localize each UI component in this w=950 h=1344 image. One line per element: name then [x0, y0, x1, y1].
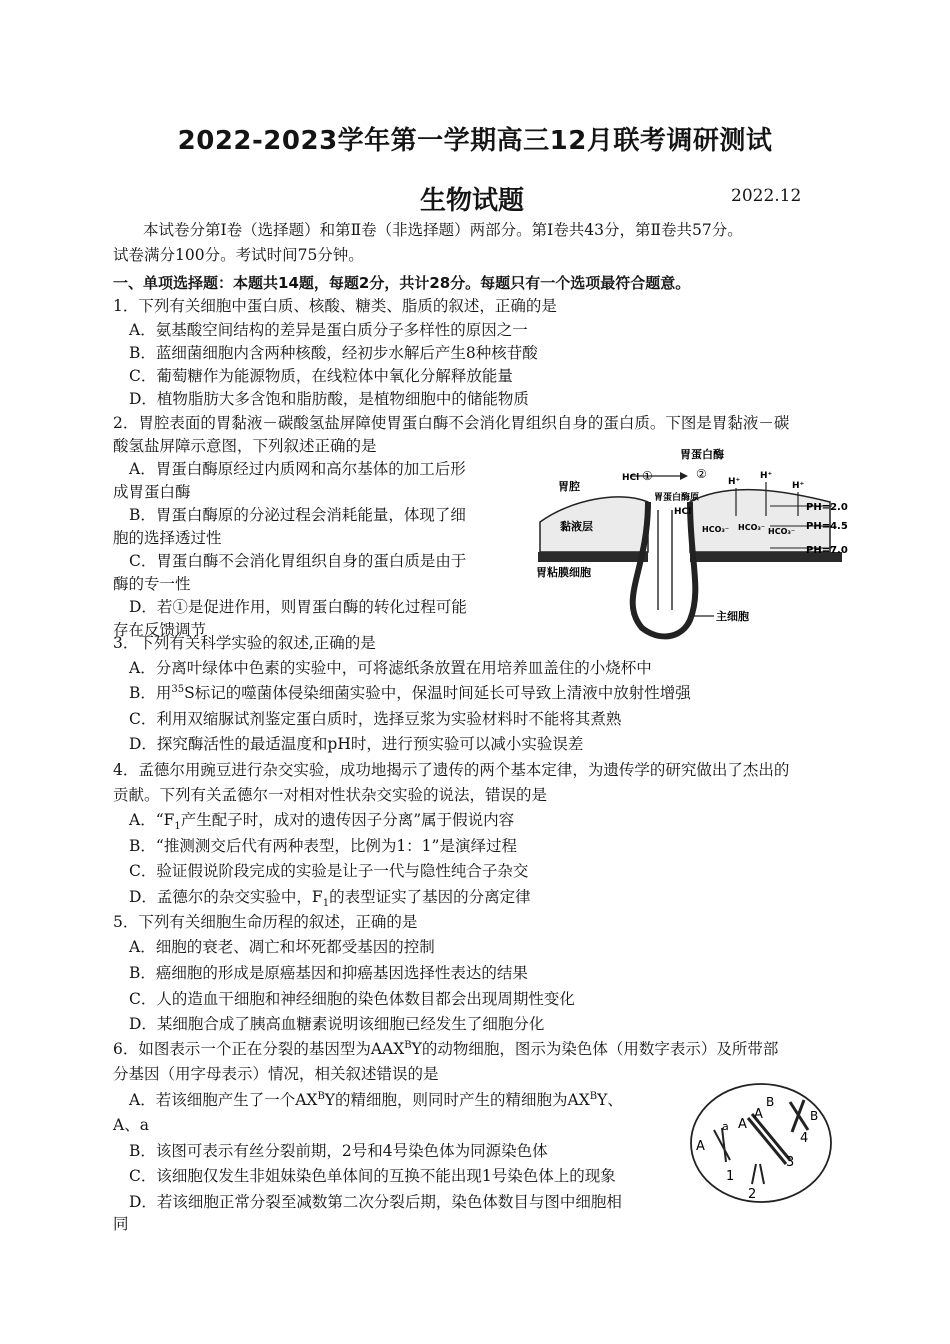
q3-option-d: D．探究酶活性的最适温度和pH时，进行预实验可以减小实验误差	[129, 735, 584, 753]
q4-option-a: A．“$F_1$产生配子时，成对的遗传因子分离”属于假说内容	[129, 811, 515, 833]
gene-label-lower-a: a	[722, 1120, 729, 1133]
q2-option-c-1: C．胃蛋白酶不会消化胃组织自身的蛋白质是由于	[129, 552, 467, 570]
q2-option-a-1: A．胃蛋白酶原经过内质网和高尔基体的加工后形	[129, 460, 466, 478]
label-mucus: 黏液层	[560, 520, 593, 533]
chromosome-number-4: 4	[800, 1131, 809, 1146]
hcl-arrowhead	[680, 472, 688, 480]
label-hplus-3: H⁺	[792, 481, 805, 491]
intro-line-1: 本试卷分第Ⅰ卷（选择题）和第Ⅱ卷（非选择题）两部分。第Ⅰ卷共43分，第Ⅱ卷共57分。	[143, 221, 743, 239]
q6-stem-2: 分基因（用字母表示）情况，相关叙述错误的是	[113, 1065, 439, 1083]
gene-label-b2: B	[810, 1109, 819, 1123]
chromosome-2	[752, 1164, 764, 1184]
label-lumen: 胃腔	[558, 480, 580, 493]
label-hcl-gland: HCl	[674, 507, 692, 517]
q3-option-b: B．用$^{35}$S标记的噬菌体侵染细菌实验中，保温时间延长可导致上清液中放射性增强	[129, 683, 691, 702]
chromosome-number-3: 3	[786, 1155, 795, 1170]
label-pepsinogen: 胃蛋白酶原	[654, 493, 700, 503]
exam-title: 2022-2023学年第一学期高三12月联考调研测试	[177, 126, 773, 156]
label-hco3-3: HCO₃⁻	[768, 527, 796, 536]
q4-option-b: B．“推测测交后代有两种表型，比例为1：1”是演绎过程	[129, 837, 517, 855]
exam-date: 2022.12	[731, 186, 802, 206]
gene-label-b1: B	[766, 1095, 775, 1109]
label-enzyme: 胃蛋白酶	[680, 448, 724, 461]
q5-stem: 5．下列有关细胞生命历程的叙述，正确的是	[113, 913, 418, 931]
q2-stem-2: 酸氢盐屏障示意图，下列叙述正确的是	[113, 437, 377, 455]
q6-stem-1: 6．如图表示一个正在分裂的基因型为$AAX^BY$的动物细胞，图示为染色体（用数字表示）及所带部	[113, 1039, 779, 1058]
q2-option-d-1: D．若①是促进作用，则胃蛋白酶的转化过程可能	[129, 598, 467, 616]
q1-option-b: B．蓝细菌细胞内含两种核酸，经初步水解后产生8种核苷酸	[129, 344, 538, 362]
gene-label-a1: A	[696, 1139, 705, 1154]
label-hco3-2: HCO₃⁻	[738, 523, 766, 532]
q6-option-a-cont: A、a	[113, 1116, 149, 1134]
q4-stem-2: 贡献。下列有关孟德尔一对相对性状杂交实验的说法，错误的是	[113, 786, 548, 804]
label-hplus-1: H⁺	[728, 477, 741, 487]
q3-stem: 3．下列有关科学实验的叙述,正确的是	[113, 634, 376, 652]
label-mucosa: 胃粘膜细胞	[536, 566, 591, 579]
chromosome-4	[790, 1100, 808, 1132]
q6-option-a: A．若该细胞产生了一个$AX^BY$的精细胞，则同时产生的精细胞为$AX^BY$、	[129, 1090, 623, 1109]
q1-stem: 1．下列有关细胞中蛋白质、核酸、糖类、脂质的叙述，正确的是	[113, 297, 557, 315]
label-circle-2: ②	[696, 467, 707, 481]
q2-option-a-2: 成胃蛋白酶	[113, 483, 191, 501]
label-ph-3: PH=7.0	[806, 545, 848, 556]
cell-membrane	[691, 1084, 831, 1202]
q2-stem-1: 2．胃腔表面的胃黏液－碳酸氢盐屏障使胃蛋白酶不会消化胃组织自身的蛋白质。下图是胃黏液－碳	[113, 414, 790, 432]
q1-option-d: D．植物脂肪大多含饱和脂肪酸，是植物细胞中的储能物质	[129, 390, 529, 408]
gland-arrows	[658, 510, 672, 610]
label-ph-2: PH=4.5	[806, 521, 848, 532]
q2-option-c-2: 酶的专一性	[113, 575, 191, 593]
epithelium-left	[538, 552, 648, 562]
q4-option-d: D．孟德尔的杂交实验中，$F_1$的表型证实了基因的分离定律	[129, 888, 531, 910]
q5-option-a: A．细胞的衰老、凋亡和坏死都受基因的控制	[129, 938, 435, 956]
q6-option-d-1: D．若该细胞正常分裂至减数第二次分裂后期，染色体数目与图中细胞相	[129, 1193, 622, 1211]
chromosome-number-2: 2	[748, 1187, 757, 1202]
intro-line-2: 试卷满分100分。考试时间75分钟。	[113, 246, 364, 264]
q3-option-a: A．分离叶绿体中色素的实验中，可将滤纸条放置在用培养皿盖住的小烧杯中	[129, 659, 652, 677]
label-circle-1: ①	[642, 469, 653, 483]
label-hcl-top: HCl	[622, 473, 640, 483]
q1-option-c: C．葡萄糖作为能源物质，在线粒体中氧化分解释放能量	[129, 367, 513, 385]
q2-option-d-2: 存在反馈调节	[113, 621, 207, 639]
label-ph-1: PH=2.0	[806, 502, 848, 513]
q6-option-b: B．该图可表示有丝分裂前期，2号和4号染色体为同源染色体	[129, 1142, 548, 1160]
q2-option-b-2: 胞的选择透过性	[113, 529, 222, 547]
q4-stem-1: 4．孟德尔用豌豆进行杂交实验，成功地揭示了遗传的两个基本定律，为遗传学的研究做出了杰出的	[113, 761, 790, 779]
chromosome-number-1: 1	[726, 1169, 735, 1184]
label-hco3-1: HCO₃⁻	[702, 525, 730, 534]
section-heading: 一、单项选择题：本题共14题，每题2分，共计28分。每题只有一个选项最符合题意。	[113, 274, 691, 292]
q2-option-b-1: B．胃蛋白酶原的分泌过程会消耗能量，体现了细	[129, 506, 466, 524]
gene-label-a3: A	[754, 1107, 763, 1122]
q4-option-c: C．验证假说阶段完成的实验是让子一代与隐性纯合子杂交	[129, 862, 529, 880]
chromosome-1	[714, 1128, 730, 1162]
q6-option-c: C．该细胞仅发生非姐妹染色单体间的互换不能出现1号染色体上的现象	[129, 1167, 616, 1185]
label-chief: 主细胞	[716, 610, 749, 623]
q5-option-b: B．癌细胞的形成是原癌基因和抑癌基因选择性表达的结果	[129, 964, 528, 982]
label-hplus-2: H⁺	[760, 471, 773, 481]
gastric-barrier-diagram	[530, 440, 860, 640]
exam-subtitle: 生物试题	[420, 186, 525, 216]
q3-option-c: C．利用双缩脲试剂鉴定蛋白质时，选择豆浆为实验材料时不能将其煮熟	[129, 710, 622, 728]
q5-option-c: C．人的造血干细胞和神经细胞的染色体数目都会出现周期性变化	[129, 990, 575, 1008]
gene-label-a2: A	[738, 1117, 747, 1132]
mucus-layer-left	[540, 497, 648, 552]
q1-option-a: A．氨基酸空间结构的差异是蛋白质分子多样性的原因之一	[129, 321, 528, 339]
dividing-cell-diagram	[686, 1080, 836, 1206]
q5-option-d: D．某细胞合成了胰高血糖素说明该细胞已经发生了细胞分化	[129, 1015, 545, 1033]
q6-option-d-2: 同	[113, 1215, 129, 1233]
